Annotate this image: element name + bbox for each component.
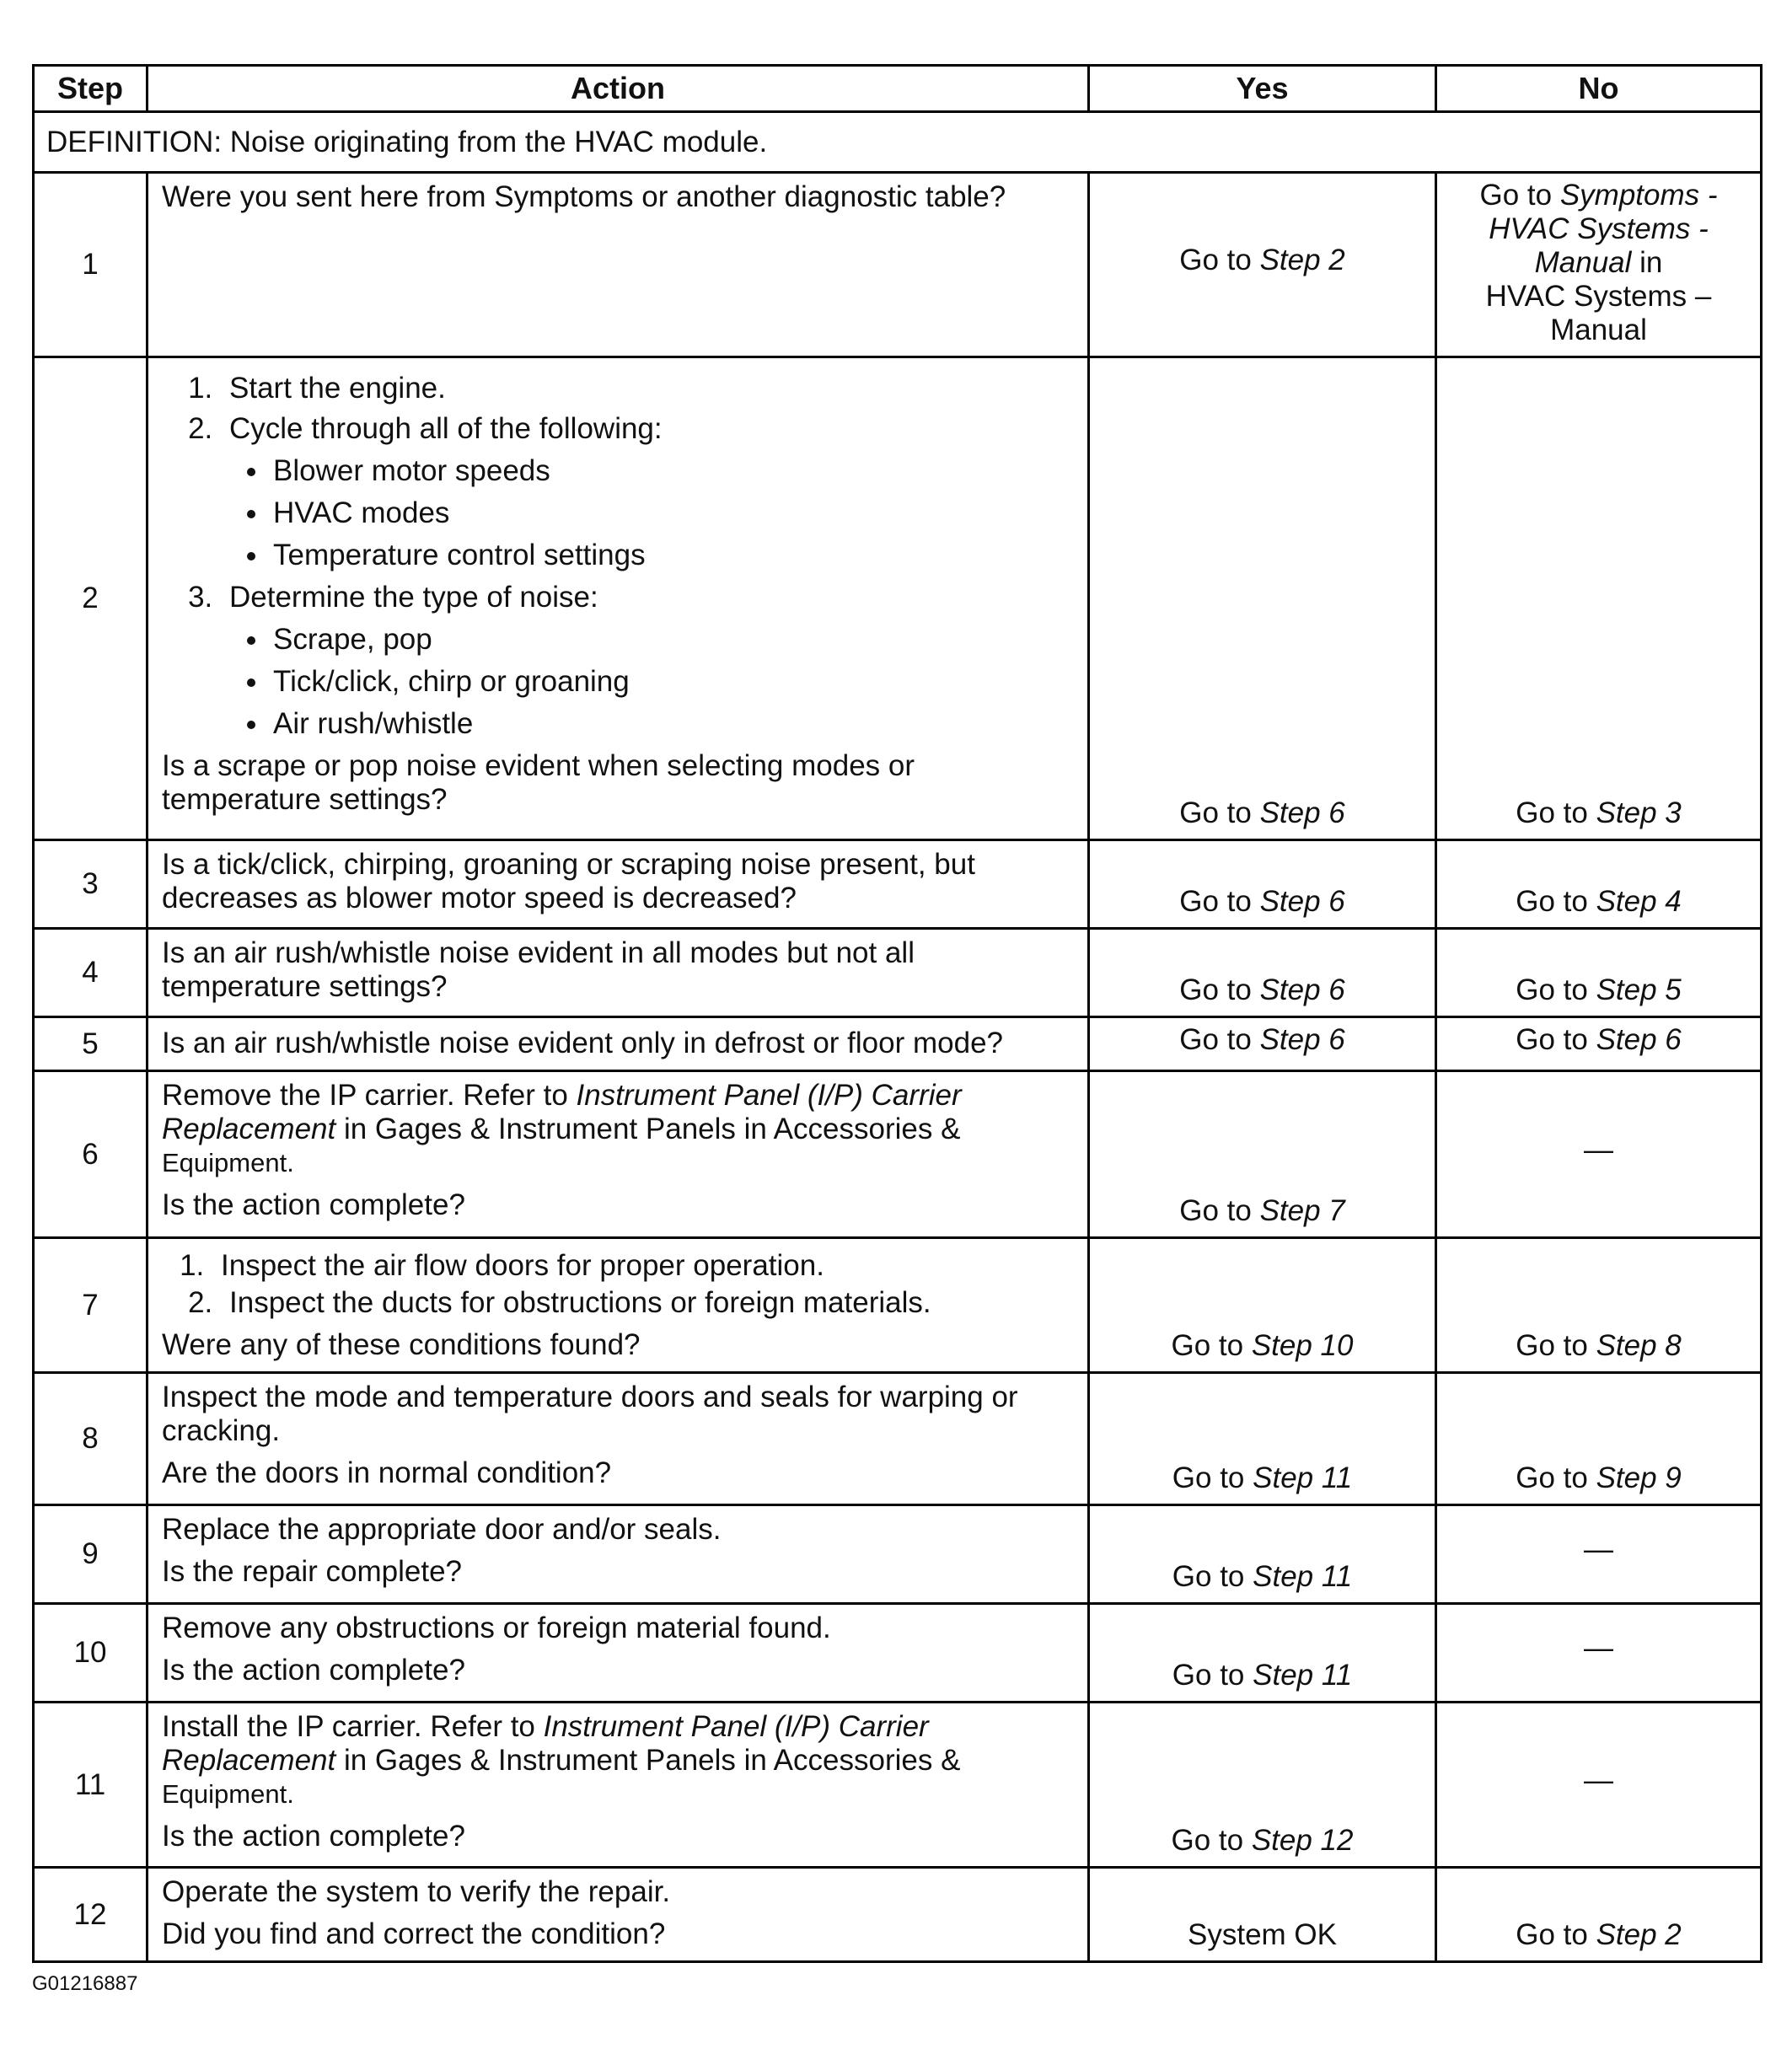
- no-step-ref: Step 9: [1596, 1461, 1682, 1494]
- yes-cell: Go to Step 11: [1089, 1604, 1436, 1703]
- action-cell: [148, 1071, 1089, 1238]
- yes-step-ref: Step 11: [1253, 1659, 1353, 1692]
- question-text: Is the action complete?: [162, 1654, 465, 1687]
- action-cell: [148, 840, 1089, 929]
- action-text-tail: Equipment.: [162, 1148, 294, 1177]
- action-text-tail: Equipment.: [162, 1779, 294, 1809]
- action-text: Replace the appropriate door and/or seals.: [162, 1513, 722, 1546]
- definition-text: DEFINITION: Noise originating from the HVAC module.: [34, 112, 1762, 173]
- no-cell: Go to Step 3: [1436, 357, 1762, 840]
- no-cell: Go to Step 9: [1436, 1373, 1762, 1505]
- step-number: 11: [34, 1703, 148, 1868]
- no-line5: Manual: [1550, 314, 1647, 346]
- step-number: 5: [34, 1017, 148, 1071]
- definition-row: [34, 112, 1762, 173]
- action-cell: [148, 1505, 1089, 1604]
- procedure-step: 1. Inspect the air flow doors for proper operation.: [212, 1249, 1076, 1283]
- no-step-ref: Step 2: [1596, 1918, 1682, 1951]
- step-number: 9: [34, 1505, 148, 1604]
- yes-cell: [1089, 173, 1436, 357]
- step-number: 7: [34, 1238, 148, 1373]
- action-cell: [148, 1238, 1089, 1373]
- yes-cell: Go to Step 7: [1089, 1071, 1436, 1238]
- action-cell: [148, 1017, 1089, 1071]
- procedure-step: 2. Cycle through all of the following: • Blower motor speeds • HVAC modes • Temperature control settings: [221, 412, 1076, 572]
- table-row: [34, 1868, 1762, 1962]
- action-cell: [148, 929, 1089, 1017]
- table-row: [34, 1604, 1762, 1703]
- table-row: [34, 840, 1762, 929]
- bullet-list: [229, 454, 1076, 572]
- yes-step-ref: Step 11: [1253, 1461, 1353, 1494]
- bullet-item: • Air rush/whistle: [270, 707, 1076, 741]
- yes-step-ref: Step 6: [1259, 1022, 1345, 1056]
- table-row: [34, 1373, 1762, 1505]
- question-text: Is a scrape or pop noise evident when selecting modes or temperature settings?: [162, 749, 915, 816]
- yes-step-ref: Step 11: [1253, 1560, 1353, 1593]
- bullet-item: • Temperature control settings: [270, 539, 1076, 572]
- no-line2-ref: HVAC Systems -: [1489, 212, 1709, 245]
- procedure-step: 2. Inspect the ducts for obstructions or foreign materials.: [221, 1286, 1076, 1320]
- yes-step-ref: Step 6: [1259, 973, 1345, 1006]
- no-cell: Go to Step 5: [1436, 929, 1762, 1017]
- step-number: 3: [34, 840, 148, 929]
- no-cell: —: [1436, 1071, 1762, 1238]
- action-text: Operate the system to verify the repair.: [162, 1875, 671, 1908]
- step-number: 12: [34, 1868, 148, 1962]
- yes-step-ref: Step 12: [1251, 1824, 1354, 1857]
- action-cell: [148, 173, 1089, 357]
- no-cell: Go to Step 8: [1436, 1238, 1762, 1373]
- yes-cell: Go to Step 6: [1089, 357, 1436, 840]
- question-text: Were any of these conditions found?: [162, 1328, 641, 1361]
- no-step-ref: Step 5: [1596, 973, 1682, 1006]
- no-cell: Go to Step 4: [1436, 840, 1762, 929]
- yes-prefix: Go to: [1179, 244, 1260, 276]
- table-row: [34, 1017, 1762, 1071]
- table-row: [34, 173, 1762, 357]
- table-row: [34, 929, 1762, 1017]
- procedure-list: [162, 372, 1076, 741]
- action-cell: [148, 1373, 1089, 1505]
- action-cell: [148, 1868, 1089, 1962]
- header-step: Step: [34, 66, 148, 112]
- yes-step-ref: Step 6: [1259, 885, 1345, 918]
- header-action: Action: [148, 66, 1089, 112]
- question-text: Is the action complete?: [162, 1820, 465, 1853]
- action-cell: [148, 357, 1089, 840]
- question-text: Were you sent here from Symptoms or another diagnostic table?: [162, 180, 1006, 213]
- reference-link: Instrument Panel (I/P) Carrier Replacement: [162, 1079, 962, 1145]
- no-line3-suffix: in: [1631, 246, 1663, 279]
- step-number: 10: [34, 1604, 148, 1703]
- no-step-ref: Step 4: [1596, 885, 1682, 918]
- no-cell: Go to Step 6: [1436, 1017, 1762, 1071]
- bullet-list: [229, 623, 1076, 741]
- no-line1-prefix: Go to: [1479, 179, 1560, 212]
- no-cell: [1436, 173, 1762, 357]
- question-text: Is a tick/click, chirping, groaning or scraping noise present, but decreases as blower motor speed is decreased?: [162, 848, 975, 914]
- reference-link: Instrument Panel (I/P) Carrier Replacement: [162, 1710, 929, 1777]
- no-cell: Go to Step 2: [1436, 1868, 1762, 1962]
- figure-id: G01216887: [32, 1972, 138, 1995]
- no-line3-ref: Manual: [1534, 246, 1632, 279]
- yes-cell: Go to Step 6: [1089, 1017, 1436, 1071]
- question-text: Did you find and correct the condition?: [162, 1917, 666, 1950]
- yes-cell: Go to Step 6: [1089, 929, 1436, 1017]
- action-text: Remove any obstructions or foreign material found.: [162, 1612, 831, 1644]
- yes-step-ref: Step 7: [1259, 1194, 1345, 1227]
- yes-step-ref: Step 2: [1259, 244, 1345, 276]
- yes-step-ref: Step 6: [1259, 796, 1345, 829]
- header-no: No: [1436, 66, 1762, 112]
- diagnostic-table: [32, 64, 1762, 1963]
- yes-cell: System OK: [1089, 1868, 1436, 1962]
- action-cell: [148, 1604, 1089, 1703]
- yes-cell: Go to Step 6: [1089, 840, 1436, 929]
- step-number: 4: [34, 929, 148, 1017]
- question-text: Are the doors in normal condition?: [162, 1456, 612, 1489]
- action-text: Install the IP carrier. Refer to Instrument Panel (I/P) Carrier Replacement in Gages & Instrument Panels in Accessories &: [162, 1710, 961, 1777]
- bullet-item: • HVAC modes: [270, 496, 1076, 530]
- header-row: [34, 66, 1762, 112]
- table-row: [34, 1238, 1762, 1373]
- procedure-step: 1. Start the engine.: [221, 372, 1076, 405]
- step-number: 8: [34, 1373, 148, 1505]
- yes-cell: Go to Step 11: [1089, 1505, 1436, 1604]
- step-number: 2: [34, 357, 148, 840]
- header-yes: Yes: [1089, 66, 1436, 112]
- no-step-ref: Step 3: [1596, 796, 1682, 829]
- step-number: 6: [34, 1071, 148, 1238]
- step-number: 1: [34, 173, 148, 357]
- procedure-step: 3. Determine the type of noise: • Scrape, pop • Tick/click, chirp or groaning • Air rush/whistle: [221, 581, 1076, 741]
- table-row: [34, 1703, 1762, 1868]
- table-row: [34, 357, 1762, 840]
- action-text: Inspect the mode and temperature doors and seals for warping or cracking.: [162, 1381, 1018, 1447]
- question-text: Is an air rush/whistle noise evident only in defrost or floor mode?: [162, 1026, 1004, 1059]
- table-row: [34, 1071, 1762, 1238]
- procedure-list: [162, 1249, 1076, 1320]
- question-text: Is an air rush/whistle noise evident in all modes but not all temperature settings?: [162, 936, 915, 1003]
- no-step-ref: Step 8: [1596, 1329, 1682, 1362]
- no-step-ref: Step 6: [1596, 1022, 1682, 1056]
- bullet-item: • Tick/click, chirp or groaning: [270, 665, 1076, 699]
- bullet-item: • Scrape, pop: [270, 623, 1076, 657]
- bullet-item: • Blower motor speeds: [270, 454, 1076, 488]
- no-cell: —: [1436, 1604, 1762, 1703]
- no-cell: —: [1436, 1703, 1762, 1868]
- yes-cell: Go to Step 11: [1089, 1373, 1436, 1505]
- action-text: Remove the IP carrier. Refer to Instrument Panel (I/P) Carrier Replacement in Gages & Instrument Panels in Accessories &: [162, 1079, 962, 1145]
- yes-cell: Go to Step 12: [1089, 1703, 1436, 1868]
- no-cell: —: [1436, 1505, 1762, 1604]
- no-line1-ref: Symptoms -: [1559, 179, 1718, 212]
- action-cell: [148, 1703, 1089, 1868]
- yes-step-ref: Step 10: [1251, 1329, 1354, 1362]
- question-text: Is the repair complete?: [162, 1555, 463, 1588]
- yes-cell: Go to Step 10: [1089, 1238, 1436, 1373]
- table-row: [34, 1505, 1762, 1604]
- question-text: Is the action complete?: [162, 1188, 465, 1221]
- no-line4: HVAC Systems –: [1485, 280, 1712, 313]
